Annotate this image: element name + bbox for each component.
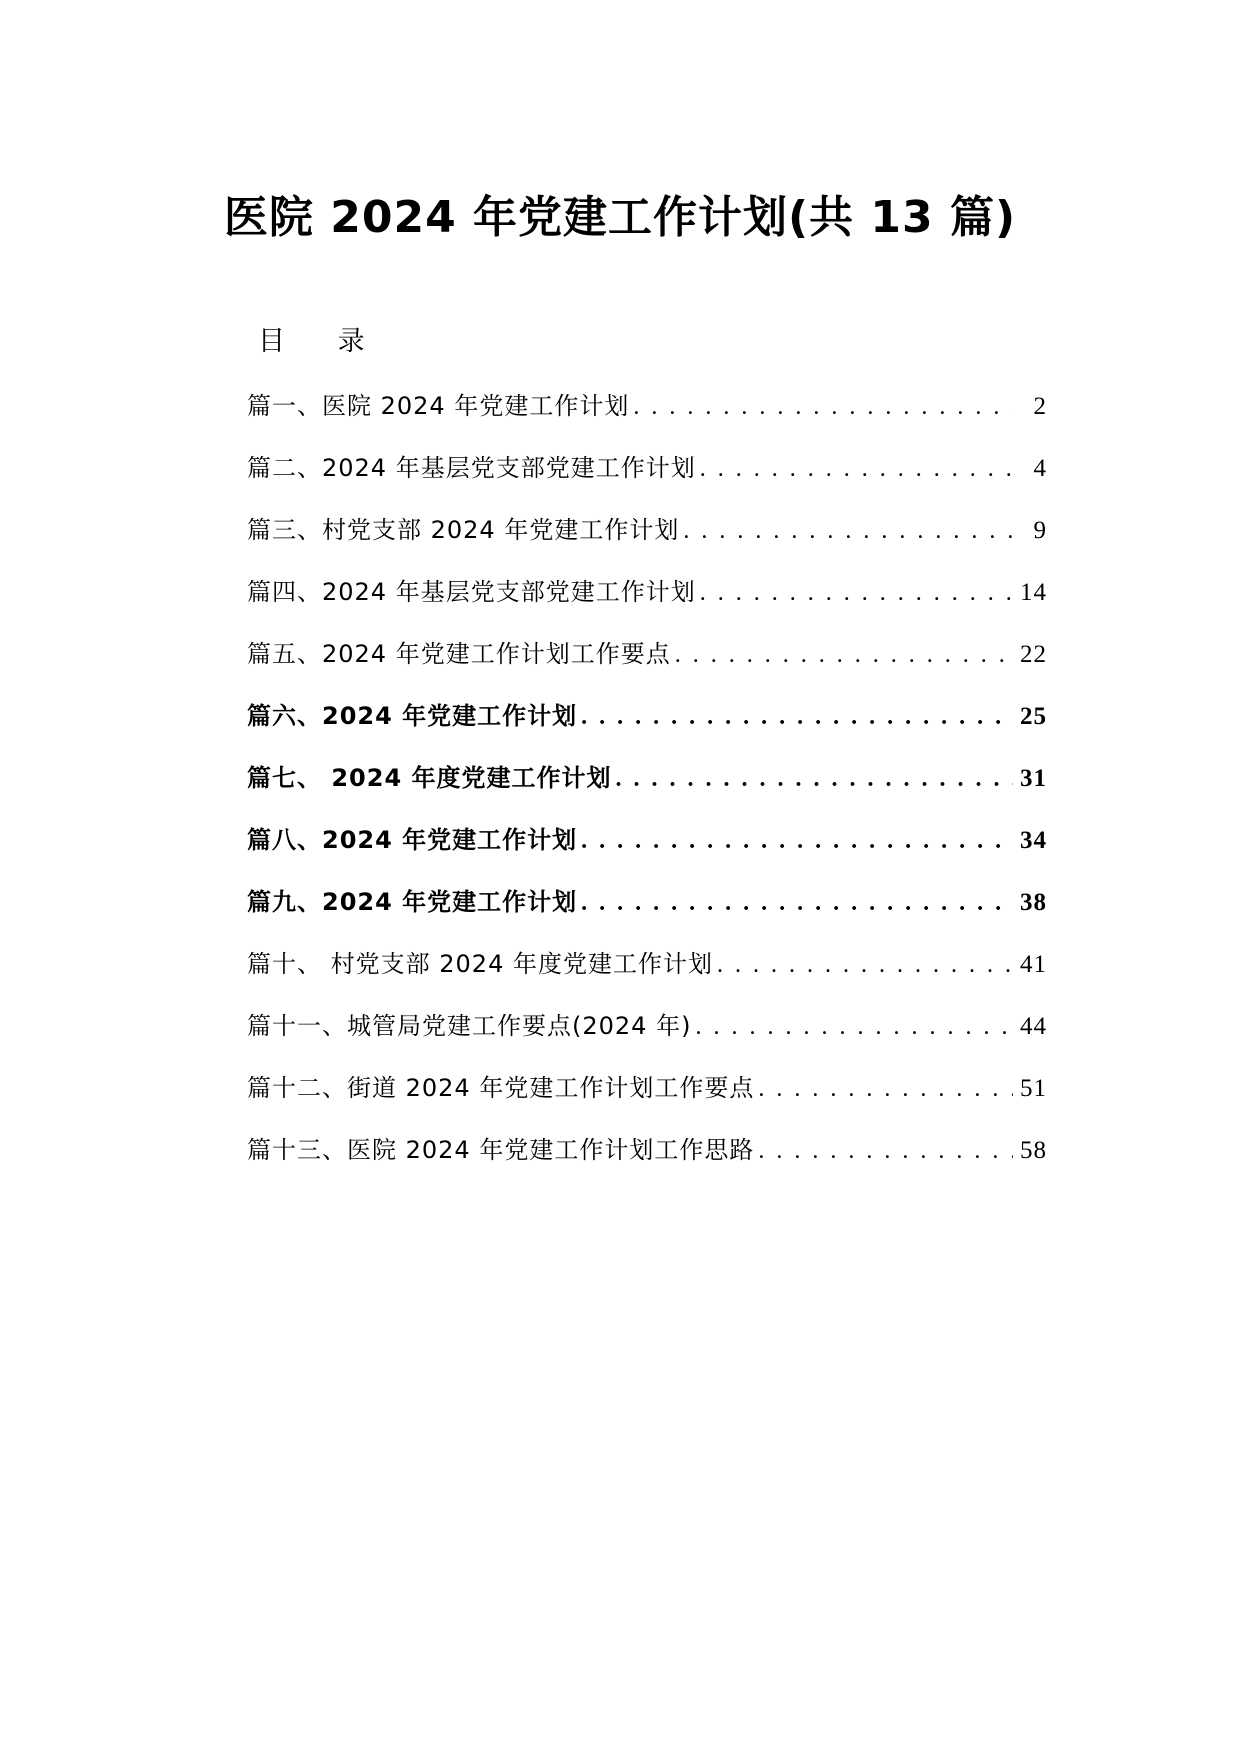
toc-entry-title: 篇十一、城管局党建工作要点(2024 年) bbox=[247, 1012, 692, 1040]
toc-entry[interactable] bbox=[247, 696, 1047, 758]
toc-dot-leader bbox=[581, 697, 1013, 737]
toc-heading: 目 录 bbox=[258, 326, 387, 357]
toc-entry[interactable] bbox=[247, 820, 1047, 882]
toc-entry-title: 篇四、2024 年基层党支部党建工作计划 bbox=[247, 578, 696, 606]
toc-entry-page-number: 2 bbox=[1033, 393, 1047, 420]
toc-entry-title: 篇六、2024 年党建工作计划 bbox=[247, 702, 578, 730]
toc-entry-page-number: 51 bbox=[1020, 1075, 1047, 1102]
toc-entry-page-number: 34 bbox=[1020, 827, 1047, 854]
toc-entry[interactable] bbox=[247, 944, 1047, 1006]
toc-dot-leader bbox=[616, 759, 1013, 799]
toc-entry[interactable] bbox=[247, 1130, 1047, 1192]
toc-entry[interactable] bbox=[247, 882, 1047, 944]
toc-entry-page-number: 22 bbox=[1020, 641, 1047, 668]
toc-entry[interactable] bbox=[247, 758, 1047, 820]
toc-dot-leader bbox=[758, 1131, 1013, 1171]
toc-entry[interactable] bbox=[247, 572, 1047, 634]
toc-entry-title: 篇九、2024 年党建工作计划 bbox=[247, 888, 578, 916]
toc-dot-leader bbox=[758, 1069, 1013, 1109]
toc-entry[interactable] bbox=[247, 1068, 1047, 1130]
toc-dot-leader bbox=[700, 573, 1013, 613]
toc-entry[interactable] bbox=[247, 448, 1047, 510]
toc-entry[interactable] bbox=[247, 386, 1047, 448]
toc-dot-leader bbox=[581, 883, 1013, 923]
toc-entry[interactable] bbox=[247, 510, 1047, 572]
toc-entry-title: 篇十、 村党支部 2024 年度党建工作计划 bbox=[247, 950, 713, 978]
toc-entry-title: 篇五、2024 年党建工作计划工作要点 bbox=[247, 640, 671, 668]
toc-entry-page-number: 14 bbox=[1020, 579, 1047, 606]
document-title: 医院 2024 年党建工作计划(共 13 篇) bbox=[223, 192, 1017, 243]
toc-entry-title: 篇七、 2024 年度党建工作计划 bbox=[247, 764, 612, 792]
toc-entry-title: 篇八、2024 年党建工作计划 bbox=[247, 826, 578, 854]
toc-entry-title: 篇一、医院 2024 年党建工作计划 bbox=[247, 392, 630, 420]
toc-entry-title: 篇二、2024 年基层党支部党建工作计划 bbox=[247, 454, 696, 482]
toc-dot-leader bbox=[581, 821, 1013, 861]
table-of-contents bbox=[247, 386, 1047, 1192]
toc-entry-page-number: 4 bbox=[1033, 455, 1047, 482]
toc-entry-page-number: 38 bbox=[1020, 889, 1047, 916]
toc-entry-page-number: 9 bbox=[1033, 517, 1047, 544]
toc-dot-leader bbox=[717, 945, 1013, 985]
toc-dot-leader bbox=[700, 449, 1013, 489]
toc-entry-title: 篇三、村党支部 2024 年党建工作计划 bbox=[247, 516, 680, 544]
toc-entry-title: 篇十三、医院 2024 年党建工作计划工作思路 bbox=[247, 1136, 755, 1164]
toc-entry-page-number: 44 bbox=[1020, 1013, 1047, 1040]
toc-entry-page-number: 31 bbox=[1020, 765, 1047, 792]
toc-entry[interactable] bbox=[247, 1006, 1047, 1068]
toc-dot-leader bbox=[695, 1007, 1013, 1047]
toc-entry-page-number: 58 bbox=[1020, 1137, 1047, 1164]
toc-entry-title: 篇十二、街道 2024 年党建工作计划工作要点 bbox=[247, 1074, 755, 1102]
toc-dot-leader bbox=[675, 635, 1013, 675]
toc-dot-leader bbox=[633, 387, 1013, 427]
toc-dot-leader bbox=[683, 511, 1013, 551]
toc-entry[interactable] bbox=[247, 634, 1047, 696]
toc-entry-page-number: 25 bbox=[1020, 703, 1047, 730]
toc-entry-page-number: 41 bbox=[1020, 951, 1047, 978]
